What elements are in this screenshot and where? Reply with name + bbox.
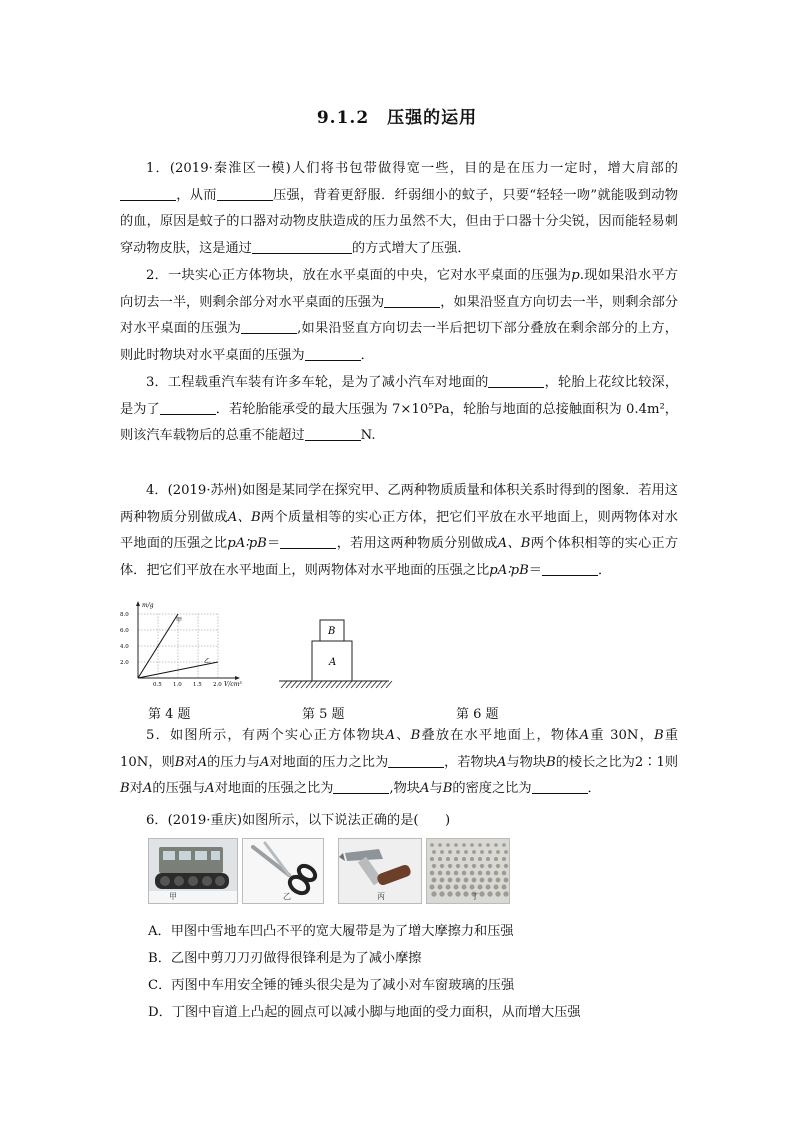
q4-text-c: ＝ — [266, 536, 281, 551]
q1-text-c: 压强，背着更舒服．纤弱细小的蚊子，只要“轻轻一吻”就能吸到动物的血，原因是蚊子的口器对动物皮肤造成的压力虽然不大，但由于口器十分尖锐，因而能轻易刺穿动物皮肤，这是通过 — [120, 187, 678, 256]
paving-dot — [480, 864, 484, 868]
q5-t13: 对地面的压强之比为 — [214, 781, 334, 796]
y-tick-label: 2.0 — [120, 660, 129, 666]
tactile-paving-icon — [427, 839, 509, 903]
paving-dot — [438, 871, 443, 876]
hatch-line — [296, 681, 302, 688]
q2-text-e: ． — [360, 347, 374, 363]
hatch-line — [341, 681, 347, 688]
q1-text-d: 的方式增大了压强． — [351, 240, 471, 256]
q5-t17: ． — [587, 781, 601, 796]
stacked-cubes-figure — [277, 615, 393, 691]
series-label: 甲 — [176, 617, 183, 624]
q2-blank-2[interactable] — [241, 319, 297, 334]
q4-text-g: ． — [597, 562, 612, 578]
q5-t9: 与物块 — [506, 754, 547, 770]
y-tick-label: 4.0 — [120, 644, 129, 650]
paving-dot — [430, 843, 434, 847]
q2-text-a: 2．一块实心正方体物块，放在水平桌面的中央，它对水平桌面的压强为 — [146, 268, 572, 283]
paving-dot — [440, 878, 445, 883]
paving-dot — [462, 857, 466, 861]
paving-dot — [502, 857, 506, 861]
q5-blank-1[interactable] — [388, 753, 444, 768]
paving-dot — [486, 843, 490, 847]
hatch-line — [326, 681, 332, 688]
q4-text-b: 两个质量相等的实心正方体，把它们平放在水平地面上，则两物体对水平地面的压强之比 — [120, 509, 678, 551]
q3-blank-2[interactable] — [160, 400, 216, 415]
paving-dot — [461, 884, 466, 889]
q2-text-b: .现如果沿水平方向切去一半，则剩余部分对水平桌面的压强为 — [120, 268, 678, 310]
q5-blank-2[interactable] — [333, 779, 389, 794]
paving-dot — [464, 864, 468, 868]
paving-dot — [478, 871, 483, 876]
series-label: 乙 — [204, 657, 211, 665]
paving-dot — [448, 864, 452, 868]
paving-dot — [478, 857, 482, 861]
hatch-line — [291, 681, 297, 688]
q1-text-b: ，从而 — [176, 187, 217, 203]
hatch-line — [351, 681, 357, 688]
paving-dot — [430, 857, 434, 861]
paving-dot — [456, 850, 460, 854]
q4-text-e: 两个体积相等的实心正方体．把它们平放在水平地面上，则两物体对水平地面的压强之比 — [120, 536, 679, 578]
option-b[interactable]: B．乙图中剪刀刀刃做得很锋利是为了减小摩擦 — [148, 951, 422, 966]
q5-t15: 与 — [429, 781, 443, 796]
x-tick-label: 1.0 — [173, 682, 182, 688]
x-axis-label: V/cm³ — [224, 681, 242, 688]
paving-dot — [454, 843, 458, 847]
q4-ratio-1: pA∶pB — [227, 536, 267, 551]
q5-t16: 的密度之比为 — [452, 781, 532, 796]
q5-blank-3[interactable] — [532, 779, 588, 794]
paving-dot — [456, 878, 461, 883]
paving-dot — [496, 864, 500, 868]
x-tick-label: 1.5 — [193, 682, 202, 688]
paving-dot — [502, 871, 507, 876]
snow-vehicle-icon — [149, 839, 237, 903]
q2-text-d: ,如果沿竖直方向切去一半后把切下部分叠放在剩余部分的上方，则此时物块对水平桌面的压强为 — [120, 321, 678, 363]
hatch-line — [306, 681, 312, 688]
photo-tactile-paving — [426, 838, 510, 904]
paving-dot — [488, 850, 492, 854]
q5-t6: 的压力与 — [207, 754, 260, 770]
paving-dot — [488, 878, 493, 883]
question-3 — [120, 370, 678, 450]
paving-dot — [478, 843, 482, 847]
q4-ratio-2: pA∶pB — [489, 562, 529, 578]
paving-dot — [487, 891, 492, 896]
q5-t10: 的棱长之比为2∶1则 — [555, 754, 679, 770]
mass-volume-chart — [118, 598, 253, 690]
hatch-line — [371, 681, 377, 688]
paving-dot — [438, 843, 442, 847]
q5-t12: 的压强与 — [152, 781, 206, 796]
y-tick-label: 8.0 — [120, 612, 129, 618]
paving-dot — [454, 857, 458, 861]
hatch-line — [336, 681, 342, 688]
paving-dot — [437, 884, 442, 889]
paving-dot — [486, 871, 491, 876]
q5-t1: 5．如图所示，有两个实心正方体物块 — [146, 728, 386, 743]
paving-dot — [464, 850, 468, 854]
paving-dot — [494, 843, 498, 847]
hatch-line — [346, 681, 352, 688]
paving-dot — [470, 857, 474, 861]
paving-dot — [431, 891, 436, 896]
q5-t5: 对 — [184, 754, 198, 770]
q4-ab-2: A、B — [497, 536, 531, 551]
paving-dot — [463, 891, 468, 896]
paving-dot — [504, 864, 508, 868]
paving-dot — [438, 857, 442, 861]
hatch-line — [376, 681, 382, 688]
paving-dot — [486, 857, 490, 861]
question-4 — [120, 478, 678, 584]
paving-dot — [504, 850, 508, 854]
paving-dot — [496, 850, 500, 854]
photo-snow-vehicle — [148, 838, 238, 904]
photo-safety-hammer — [338, 838, 422, 904]
paving-dot — [447, 891, 452, 896]
q1-text-a: 1．(2019·秦淮区一模)人们将书包带做得宽一些，目的是在压力一定时，增大肩部的 — [146, 161, 678, 176]
paving-dot — [485, 884, 490, 889]
paving-dot — [472, 878, 477, 883]
paving-dot — [439, 891, 444, 896]
paving-dot — [493, 884, 498, 889]
q4-blank-1[interactable] — [280, 534, 336, 549]
hatch-line — [366, 681, 372, 688]
q2-blank-3[interactable] — [305, 346, 361, 361]
photo-label-ding: 丁 — [471, 892, 479, 901]
q2-var-p: p — [571, 268, 580, 283]
caption-fig4: 第 4 题 — [148, 707, 191, 722]
option-a[interactable]: A．甲图中雪地车凹凸不平的宽大履带是为了增大摩擦力和压强 — [148, 924, 514, 939]
paving-dot — [448, 850, 452, 854]
paving-dot — [503, 891, 508, 896]
paving-dot — [456, 864, 460, 868]
paving-dot — [480, 878, 485, 883]
paving-dot — [479, 891, 484, 896]
cube-b-label: B — [328, 626, 336, 637]
q5-t11: 对 — [129, 781, 143, 796]
hatch-line — [311, 681, 317, 688]
paving-dot — [448, 878, 453, 883]
q4-text-d: ，若用这两种物质分别做成 — [336, 536, 498, 551]
photo-label-yi: 乙 — [283, 892, 291, 901]
paving-dot — [446, 843, 450, 847]
q1-blank-3[interactable] — [252, 239, 352, 254]
question-2 — [120, 263, 678, 369]
paving-dot — [494, 871, 499, 876]
paving-dot — [455, 891, 460, 896]
paving-dot — [446, 871, 451, 876]
paving-dot — [464, 878, 469, 883]
paving-dot — [454, 871, 459, 876]
paving-dot — [445, 884, 450, 889]
q5-t8: ，若物块 — [444, 754, 497, 770]
y-axis-arrow — [136, 601, 140, 606]
q3-blank-3[interactable] — [305, 426, 361, 441]
caption-fig5: 第 5 题 — [302, 707, 345, 722]
q3-text-c: ．若轮胎能承受的最大压强为 7×10⁵Pa，轮胎与地面的总接触面积为 0.4m²，则该汽车载物后的总重不能超过 — [120, 401, 678, 443]
paving-dot — [480, 850, 484, 854]
q3-text-a: 3．工程载重汽车装有许多车轮，是为了减小汽车对地面的 — [146, 375, 489, 390]
hatch-line — [286, 681, 292, 688]
photo-label-jia: 甲 — [169, 892, 177, 901]
q3-text-b: ，轮胎上花纹比较深，是为了 — [120, 375, 679, 417]
q4-blank-2[interactable] — [542, 561, 598, 576]
paving-dot — [470, 843, 474, 847]
hatch-line — [316, 681, 322, 688]
paving-dot — [504, 878, 509, 883]
x-axis-arrow — [235, 676, 240, 680]
paving-dot — [430, 871, 435, 876]
q5-t2: 叠放在水平地面上，物体 — [420, 728, 580, 743]
question-1 — [120, 156, 678, 262]
paving-dot — [432, 850, 436, 854]
question-5: 5．如图所示，有两个实心正方体物块A、B叠放在水平地面上，物体A重 30N，B重 10N，则B对A的压力与A对地面的压力之比为 ，若物块A与物块B的棱长之比为2∶1则B对A的压强与A对地面的压强之比为 ,物块A与B的密度之比为 ． — [120, 728, 679, 796]
hatch-line — [386, 681, 392, 688]
q3-text-d: N. — [360, 428, 376, 443]
paving-dot — [469, 884, 474, 889]
caption-fig6: 第 6 题 — [456, 707, 499, 722]
option-d[interactable]: D．丁图中盲道上凸起的圆点可以减小脚与地面的受力面积，从而增大压强 — [148, 1005, 581, 1020]
q5-t3: 重 30N， — [589, 728, 654, 743]
paving-dot — [477, 884, 482, 889]
paving-dot — [446, 857, 450, 861]
hatch-line — [321, 681, 327, 688]
hatch-line — [281, 681, 287, 688]
y-tick-label: 6.0 — [120, 628, 129, 634]
chart-ticks — [120, 612, 222, 688]
hatch-line — [361, 681, 367, 688]
hatch-line — [301, 681, 307, 688]
ground-hatching — [281, 681, 392, 688]
paving-dot — [432, 864, 436, 868]
q1-blank-1[interactable] — [120, 186, 176, 201]
q5-t4: 重 10N，则 — [120, 728, 679, 770]
photo-label-bing: 丙 — [377, 892, 385, 901]
paving-dot — [440, 850, 444, 854]
hatch-line — [356, 681, 362, 688]
hatch-line — [381, 681, 387, 688]
q5-t14: ,物块 — [389, 781, 420, 796]
paving-dot — [470, 871, 475, 876]
q3-blank-1[interactable] — [488, 373, 544, 388]
hatch-line — [331, 681, 337, 688]
q2-text-c: ，如果沿竖直方向切去一半，则剩余部分对水平桌面的压强为 — [120, 294, 679, 336]
y-axis-label: m/g — [142, 602, 154, 609]
paving-dot — [453, 884, 458, 889]
option-c[interactable]: C．丙图中车用安全锤的锤头很尖是为了减小对车窗玻璃的压强 — [148, 978, 515, 993]
paving-dot — [496, 878, 501, 883]
x-tick-label: 0.5 — [153, 682, 162, 688]
paving-dot — [494, 857, 498, 861]
q4-ab-1: A、B — [227, 509, 261, 525]
paving-dot — [495, 891, 500, 896]
page-title: 9.1.2 压强的运用 — [316, 108, 478, 128]
q4-text-a: 4．(2019·苏州)如图是某同学在探究甲、乙两种物质质量和体积关系时得到的图象．若用这两种物质分别做成 — [120, 483, 678, 525]
cube-a-label: A — [329, 657, 337, 668]
paving-dot — [472, 864, 476, 868]
paving-dot — [488, 864, 492, 868]
paving-dot — [501, 884, 506, 889]
photo-scissors — [242, 838, 324, 904]
paving-dot — [502, 843, 506, 847]
question-6-stem: 6．(2019·重庆)如图所示，以下说法正确的是( ) — [146, 813, 451, 828]
paving-dot — [462, 843, 466, 847]
paving-dot — [429, 884, 434, 889]
paving-dot — [472, 850, 476, 854]
q4-text-f: ＝ — [528, 562, 542, 578]
paving-dot — [462, 871, 467, 876]
x-tick-label: 2.0 — [213, 682, 222, 688]
q1-blank-2[interactable] — [217, 186, 273, 201]
q5-t7: 对地面的压力之比为 — [269, 754, 389, 770]
paving-dot — [440, 864, 444, 868]
q2-blank-1[interactable] — [384, 293, 440, 308]
paving-dot — [432, 878, 437, 883]
